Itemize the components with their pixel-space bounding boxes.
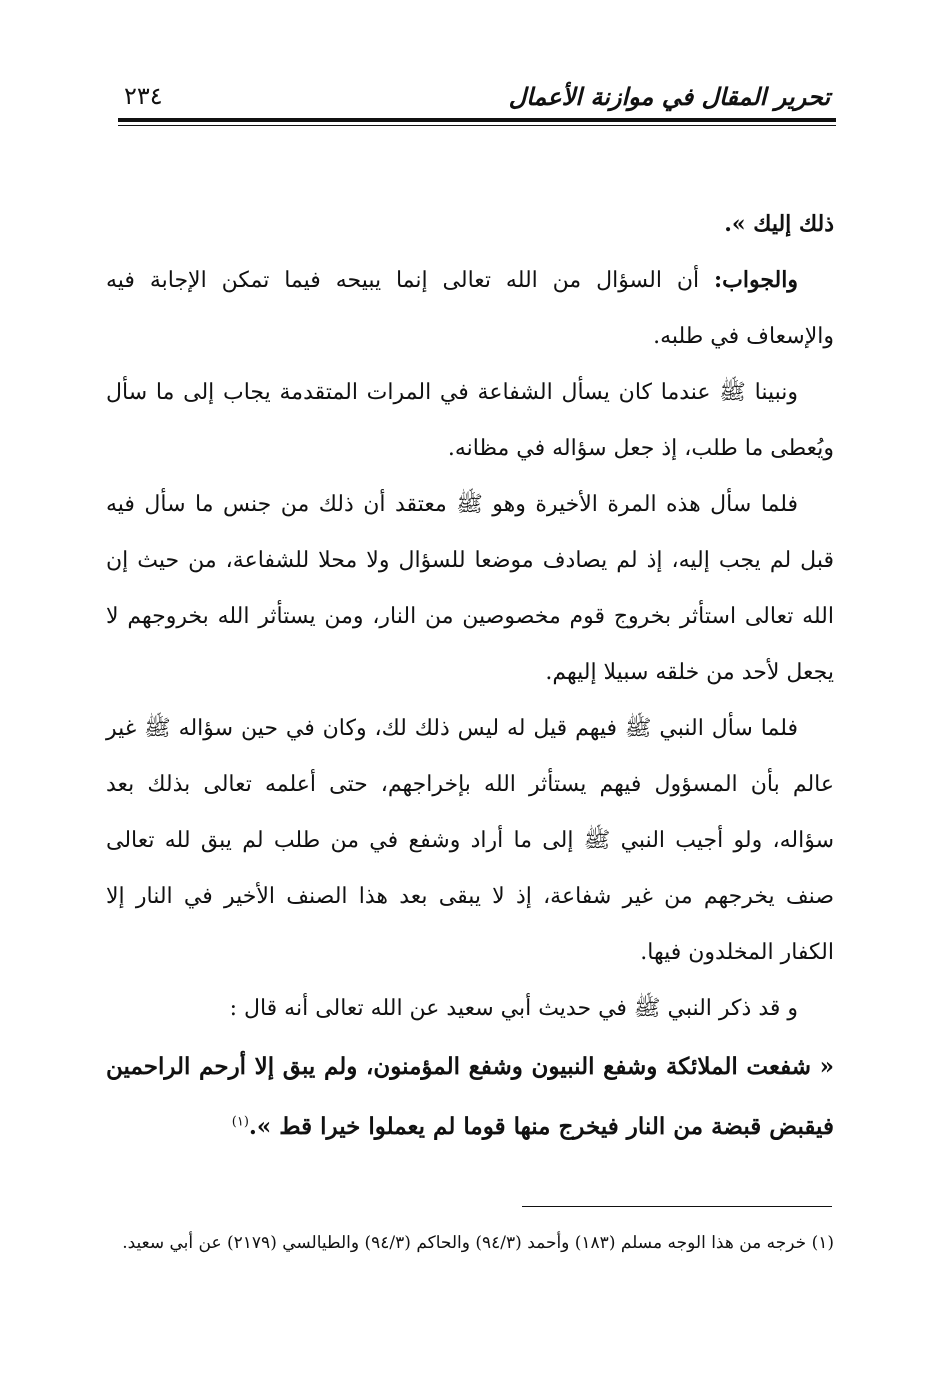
page-number: ٢٣٤ xyxy=(124,82,163,110)
header-rule-thick xyxy=(118,118,836,122)
paragraph-5: فلما سأل النبي ﷺ فيهم قيل له ليس ذلك لك، وكان في حين سؤاله ﷺ غير عالم بأن المسؤول فيهم يستأثر الله بإخراجهم، حتى أعلمه تعالى بذلك بعد سؤاله، ولو أجيب النبي ﷺ إلى ما أراد وشفع في من طلب لم يبق لله تعالى صنف يخرجهم من غير شفاعة، إذ لا يبقى بعد هذا الصنف الأخير في النار إلا الكفار المخلدون فيها. xyxy=(106,716,834,965)
footnote-separator xyxy=(522,1206,832,1207)
paragraph-continuation: ذلك إليك ». xyxy=(724,211,834,237)
paragraph-3: ونبينا ﷺ عندما كان يسأل الشفاعة في المرات المتقدمة يجاب إلى ما سأل ويُعطى ما طلب، إذ جعل سؤاله في مظانه. xyxy=(106,380,834,461)
footnote xyxy=(100,1224,834,1262)
answer-text: أن السؤال من الله تعالى إنما يبيحه فيما تمكن الإجابة فيه والإسعاف في طلبه. xyxy=(106,268,834,349)
running-header xyxy=(118,78,836,114)
footnote-reference: (١) xyxy=(231,1114,249,1130)
paragraph-6: و قد ذكر النبي ﷺ في حديث أبي سعيد عن الله تعالى أنه قال : xyxy=(229,996,798,1021)
main-text xyxy=(106,196,834,1157)
header-rule-thin xyxy=(118,125,836,126)
hadith-text: « شفعت الملائكة وشفع النبيون وشفع المؤمنون، ولم يبق إلا أرحم الراحمين فيقبض قبضة من النار فيخرج منها قوما لم يعملوا خيرا قط ». xyxy=(106,1053,834,1140)
footnote-text: (١) خرجه من هذا الوجه مسلم (١٨٣) وأحمد (٩٤/٣) والحاكم (٩٤/٣) والطيالسي (٢١٧٩) عن أبي سعيد. xyxy=(122,1233,834,1253)
answer-lead: والجواب: xyxy=(714,267,798,293)
running-title: تحرير المقال في موازنة الأعمال xyxy=(508,82,830,111)
paragraph-answer xyxy=(106,252,834,365)
hadith-quote xyxy=(106,1037,834,1157)
paragraph-4: فلما سأل هذه المرة الأخيرة وهو ﷺ معتقد أن ذلك من جنس ما سأل فيه قبل لم يجب إليه، إذ لم يصادف موضعا للسؤال ولا محلا للشفاعة، من حيث إن الله تعالى استأثر بخروج قوم مخصوصين من النار، ومن يستأثر الله بخروجهم لا يجعل لأحد من خلقه سبيلا إليهم. xyxy=(106,492,834,685)
